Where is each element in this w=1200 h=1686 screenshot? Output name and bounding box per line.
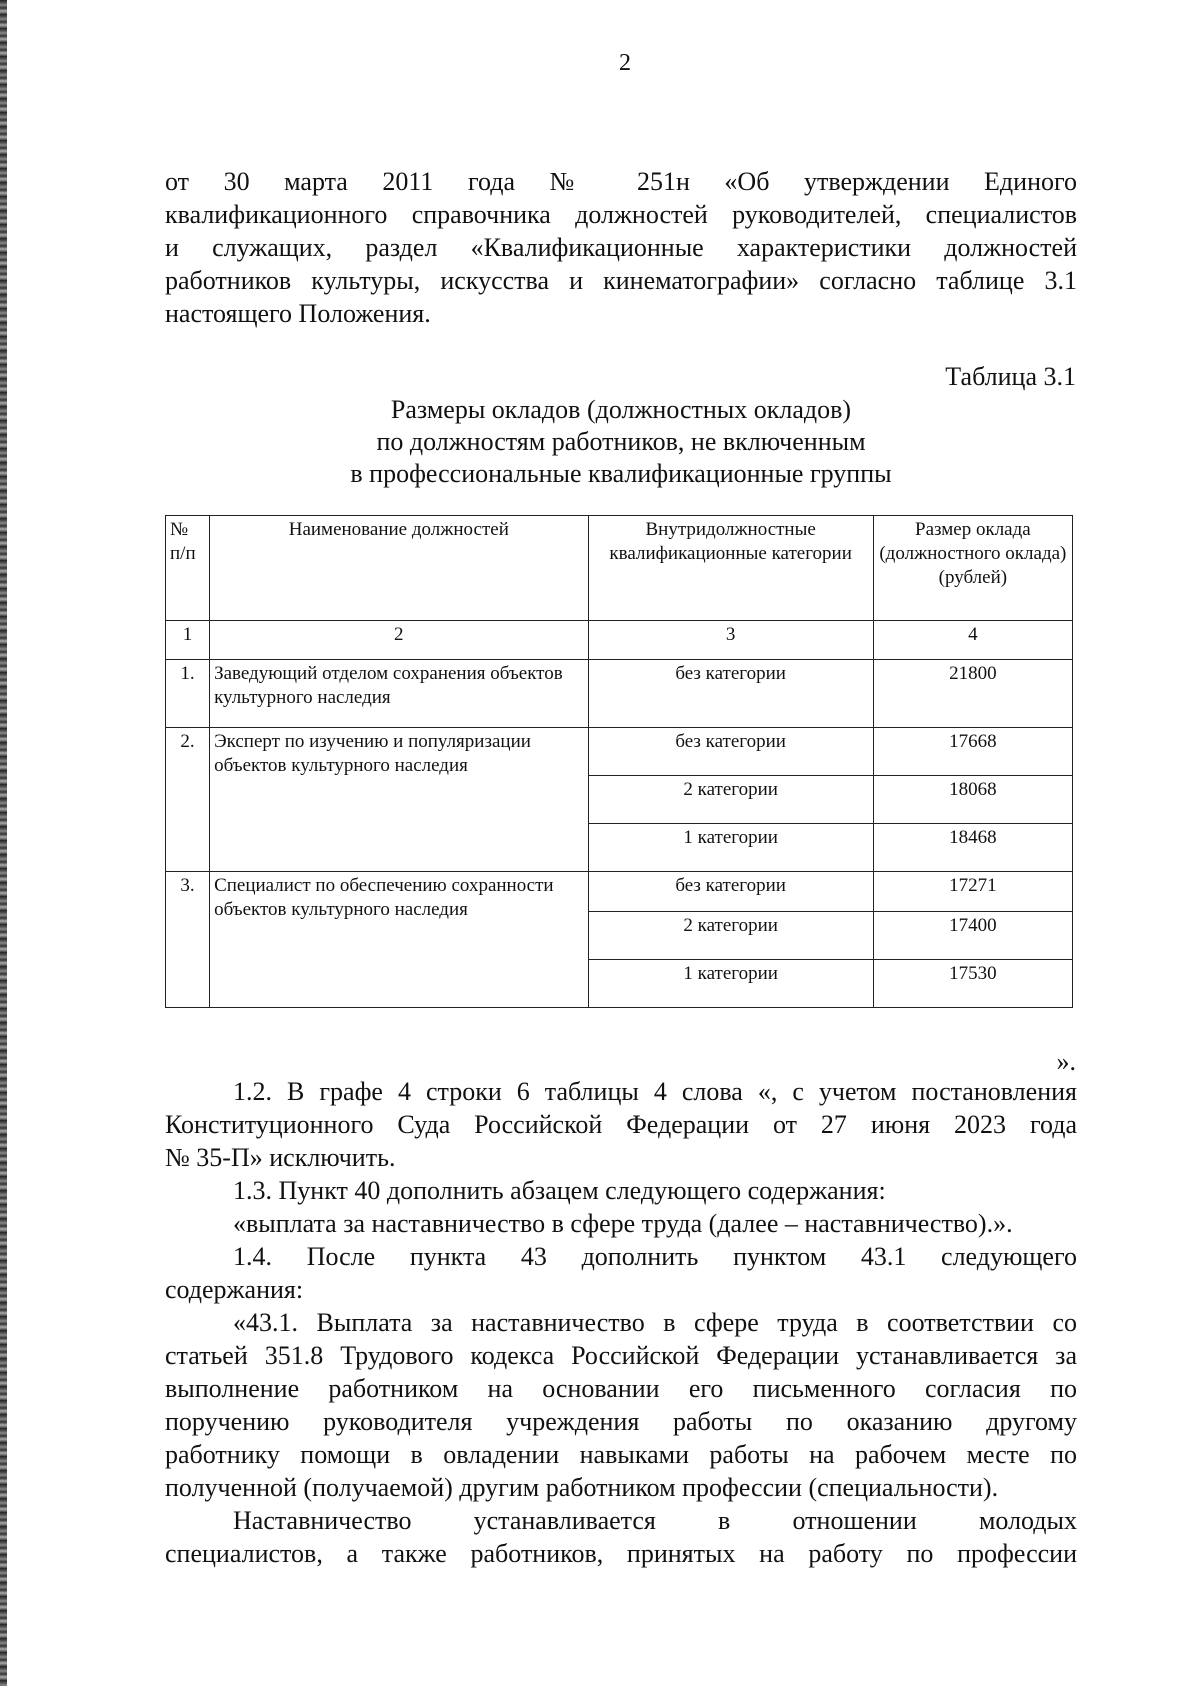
text-line: статьей 351.8 Трудового кодекса Российской Федерации устанавливается за: [165, 1341, 1077, 1370]
quote-end: ».: [1056, 1047, 1076, 1076]
text-line: поручению руководителя учреждения работы по оказанию другому: [165, 1407, 1077, 1436]
row-salary: 21800: [873, 660, 1072, 728]
row-salary: 18468: [873, 824, 1072, 872]
item-1-2-paragraph: [165, 1075, 1077, 1174]
text-line: содержания:: [165, 1275, 304, 1304]
item-1-3-paragraph: [165, 1174, 1077, 1240]
row-salary: 17668: [873, 728, 1072, 776]
text-line: Конституционного Суда Российской Федерации от 27 июня 2023 года: [165, 1110, 1077, 1139]
text-line: квалификационного справочника должностей руководителей, специалистов: [165, 200, 1077, 229]
table-title: [165, 394, 1077, 490]
text-line: работников культуры, искусства и кинематографии» согласно таблице 3.1: [165, 266, 1077, 295]
intro-paragraph: [165, 165, 1077, 330]
table-title-line: по должностям работников, не включенным: [376, 427, 866, 456]
item-1-4-paragraph: [165, 1240, 1077, 1306]
row-salary: 17400: [873, 912, 1072, 960]
row-category: без категории: [588, 728, 873, 776]
header-salary: Размер оклада (должностного оклада) (рублей): [873, 516, 1072, 621]
column-number: 2: [210, 621, 588, 660]
table-header-row: [166, 516, 1073, 621]
page-number: 2: [619, 50, 631, 76]
row-num: 1.: [166, 660, 210, 728]
row-salary: 18068: [873, 776, 1072, 824]
text-line: полученной (получаемой) другим работником профессии (специальности).: [165, 1473, 999, 1502]
column-number-row: [166, 621, 1073, 660]
salary-table: [165, 515, 1073, 1008]
header-category: Внутридолжностные квалификационные категории: [588, 516, 873, 621]
text-line: работнику помощи в овладении навыками работы на рабочем месте по: [165, 1440, 1077, 1469]
text-line: «выплата за наставничество в сфере труда (далее – наставничество).».: [233, 1209, 1013, 1238]
header-num: № п/п: [166, 516, 210, 621]
table-title-line: в профессиональные квалификационные группы: [350, 459, 892, 488]
table-row: [166, 728, 1073, 776]
row-category: 2 категории: [588, 776, 873, 824]
table-label: Таблица 3.1: [945, 362, 1076, 391]
table-row: [166, 660, 1073, 728]
text-line: 1.4. После пункта 43 дополнить пунктом 43.1 следующего: [233, 1242, 1077, 1271]
scan-edge: [0, 0, 7, 1686]
row-salary: 17271: [873, 872, 1072, 912]
column-number: 4: [873, 621, 1072, 660]
text-line: Наставничество устанавливается в отношении молодых: [233, 1506, 1077, 1535]
mentoring-paragraph: [165, 1504, 1077, 1570]
text-line: от 30 марта 2011 года № 251н «Об утверждении Единого: [165, 167, 1077, 196]
text-line: № 35-П» исключить.: [165, 1143, 396, 1172]
table-row: [166, 872, 1073, 912]
text-line: 1.2. В графе 4 строки 6 таблицы 4 слова «, с учетом постановления: [233, 1077, 1077, 1106]
row-salary: 17530: [873, 960, 1072, 1008]
text-line: настоящего Положения.: [165, 299, 431, 328]
row-category: 2 категории: [588, 912, 873, 960]
header-name: Наименование должностей: [210, 516, 588, 621]
column-number: 1: [166, 621, 210, 660]
row-position-name: Эксперт по изучению и популяризации объектов культурного наследия: [210, 728, 588, 872]
row-position-name: Заведующий отделом сохранения объектов культурного наследия: [210, 660, 588, 728]
row-category: 1 категории: [588, 824, 873, 872]
text-line: «43.1. Выплата за наставничество в сфере труда в соответствии со: [233, 1308, 1077, 1337]
row-category: без категории: [588, 872, 873, 912]
row-num: 3.: [166, 872, 210, 1008]
text-line: 1.3. Пункт 40 дополнить абзацем следующего содержания:: [233, 1176, 886, 1205]
text-line: и служащих, раздел «Квалификационные характеристики должностей: [165, 233, 1077, 262]
row-category: 1 категории: [588, 960, 873, 1008]
text-line: выполнение работником на основании его письменного согласия по: [165, 1374, 1077, 1403]
row-position-name: Специалист по обеспечению сохранности объектов культурного наследия: [210, 872, 588, 1008]
row-num: 2.: [166, 728, 210, 872]
item-43-1-paragraph: [165, 1306, 1077, 1504]
row-category: без категории: [588, 660, 873, 728]
table-title-line: Размеры окладов (должностных окладов): [390, 395, 852, 424]
text-line: специалистов, а также работников, принятых на работу по профессии: [165, 1539, 1077, 1568]
column-number: 3: [588, 621, 873, 660]
